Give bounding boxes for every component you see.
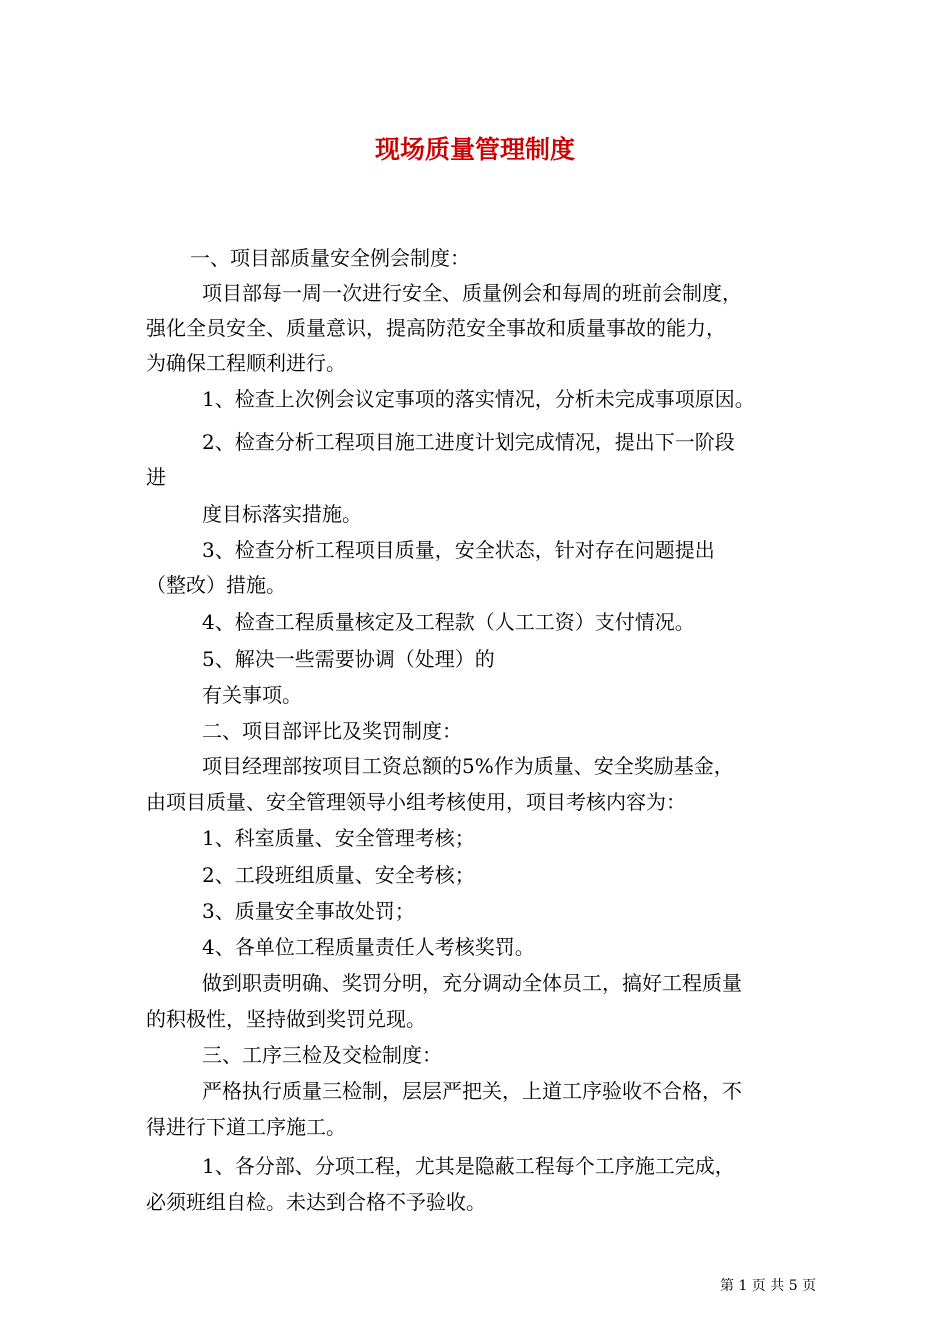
list-item: 1、各分部、分项工程，尤其是隐蔽工程每个工序施工完成， — [202, 1154, 735, 1178]
paragraph-line: 进 — [146, 465, 166, 489]
list-item: 5、解决一些需要协调（处理）的 — [202, 647, 495, 671]
list-item: 1、检查上次例会议定事项的落实情况，分析未完成事项原因。 — [202, 387, 755, 411]
paragraph-line: 项目部每一周一次进行安全、质量例会和每周的班前会制度， — [202, 281, 742, 305]
paragraph-line: 得进行下道工序施工。 — [146, 1115, 346, 1139]
paragraph-line: （整改）措施。 — [146, 573, 286, 597]
paragraph-line: 做到职责明确、奖罚分明，充分调动全体员工，搞好工程质量 — [202, 971, 742, 995]
list-item: 2、检查分析工程项目施工进度计划完成情况，提出下一阶段 — [202, 430, 735, 454]
list-item: 4、各单位工程质量责任人考核奖罚。 — [202, 935, 535, 959]
section-heading-2: 二、项目部评比及奖罚制度： — [202, 719, 462, 743]
section-heading-3: 三、工序三检及交检制度： — [202, 1043, 442, 1067]
paragraph-line: 度目标落实措施。 — [202, 502, 362, 526]
paragraph-line: 必须班组自检。未达到合格不予验收。 — [146, 1190, 486, 1214]
section-heading-1: 一、项目部质量安全例会制度： — [190, 246, 470, 270]
paragraph-line: 为确保工程顺利进行。 — [146, 351, 346, 375]
paragraph-line: 的积极性，坚持做到奖罚兑现。 — [146, 1007, 426, 1031]
list-item: 1、科室质量、安全管理考核； — [202, 826, 475, 850]
paragraph-line: 有关事项。 — [202, 683, 302, 707]
document-title: 现场质量管理制度 — [374, 135, 575, 164]
paragraph-line: 严格执行质量三检制，层层严把关，上道工序验收不合格，不 — [202, 1079, 742, 1103]
page-number-footer: 第 1 页 共 5 页 — [720, 1278, 817, 1294]
list-item: 2、工段班组质量、安全考核； — [202, 863, 475, 887]
list-item: 4、检查工程质量核定及工程款（人工工资）支付情况。 — [202, 610, 695, 634]
list-item: 3、质量安全事故处罚； — [202, 899, 415, 923]
paragraph-line: 由项目质量、安全管理领导小组考核使用，项目考核内容为： — [146, 790, 686, 814]
list-item: 3、检查分析工程项目质量，安全状态，针对存在问题提出 — [202, 538, 715, 562]
paragraph-line: 项目经理部按项目工资总额的5%作为质量、安全奖励基金， — [202, 754, 734, 778]
paragraph-line: 强化全员安全、质量意识，提高防范安全事故和质量事故的能力， — [146, 316, 726, 340]
